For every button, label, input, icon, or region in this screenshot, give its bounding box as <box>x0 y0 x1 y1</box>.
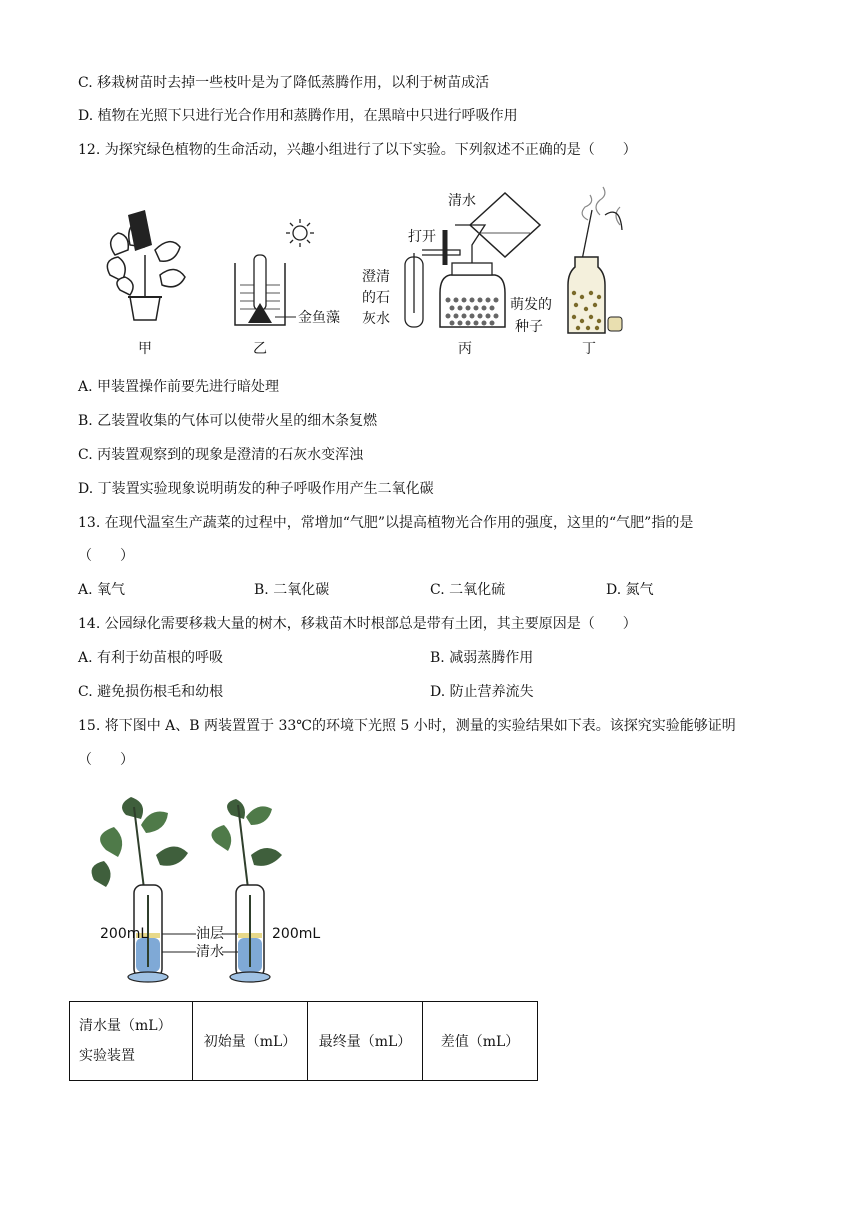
seed-bottle-icon <box>568 187 622 333</box>
label-limewater-3: 灰水 <box>362 311 390 327</box>
label-goldfish-weed: 金鱼藻 <box>298 310 340 326</box>
q13-option-b: B. 二氧化碳 <box>254 582 330 598</box>
q11-option-c: C. 移栽树苗时去掉一些枝叶是为了降低蒸腾作用，以利于树苗成活 <box>78 75 490 91</box>
q12-figure <box>100 185 640 365</box>
q11-option-d: D. 植物在光照下只进行光合作用和蒸腾作用，在黑暗中只进行呼吸作用 <box>78 108 518 124</box>
q13-option-a: A. 氧气 <box>78 582 126 598</box>
label-volume-left: 200mL <box>100 926 149 942</box>
label-jia: 甲 <box>138 341 152 357</box>
q12-stem: 12. 为探究绿色植物的生命活动，兴趣小组进行了以下实验。下列叙述不正确的是（ ） <box>78 142 637 158</box>
header-difference: 差值（mL） <box>423 1002 538 1081</box>
q14-option-c: C. 避免损伤根毛和幼根 <box>78 684 224 700</box>
label-water-layer: 清水 <box>196 944 224 960</box>
potted-plant-icon <box>107 210 185 320</box>
header-water-volume: 清水量（mL） <box>79 1018 172 1034</box>
q15-stem: 15. 将下图中 A、B 两装置置于 33℃的环境下光照 5 小时，测量的实验结果如下表。该探究实验能够证明 <box>78 718 736 734</box>
label-bing: 丙 <box>458 341 472 357</box>
label-limewater-1: 澄清 <box>362 269 390 285</box>
q14-stem: 14. 公园绿化需要移栽大量的树木，移栽苗木时根部总是带有土团，其主要原因是（ ） <box>78 616 637 632</box>
header-final: 最终量（mL） <box>308 1002 423 1081</box>
q15-figure <box>86 795 326 985</box>
q13-paren: （ ） <box>78 548 134 564</box>
label-water: 清水 <box>448 193 476 209</box>
label-ding: 丁 <box>582 341 596 357</box>
q14-option-a: A. 有利于幼苗根的呼吸 <box>78 650 224 666</box>
q13-stem: 13. 在现代温室生产蔬菜的过程中，常增加“气肥”以提高植物光合作用的强度，这里的“气肥”指的是 <box>78 515 694 531</box>
label-open: 打开 <box>408 229 436 245</box>
q15-paren: （ ） <box>78 752 134 768</box>
q13-option-d: D. 氮气 <box>606 582 654 598</box>
table-row <box>70 1002 538 1081</box>
header-device: 实验装置 <box>79 1048 135 1064</box>
label-oil-layer: 油层 <box>196 926 224 942</box>
q14-option-d: D. 防止营养流失 <box>430 684 534 700</box>
label-seed-1: 萌发的 <box>510 297 552 313</box>
q12-option-b: B. 乙装置收集的气体可以使带火星的细木条复燃 <box>78 413 378 429</box>
label-seed-2: 种子 <box>515 319 543 335</box>
q12-option-c: C. 丙装置观察到的现象是澄清的石灰水变浑浊 <box>78 447 364 463</box>
table-corner-header <box>70 1002 193 1081</box>
label-yi: 乙 <box>253 341 267 357</box>
sun-icon <box>286 219 314 247</box>
q12-option-a: A. 甲装置操作前要先进行暗处理 <box>78 379 280 395</box>
results-table <box>69 1001 538 1081</box>
beaker-with-weed-icon <box>235 255 296 325</box>
q13-option-c: C. 二氧化硫 <box>430 582 506 598</box>
header-initial: 初始量（mL） <box>193 1002 308 1081</box>
label-volume-right: 200mL <box>272 926 321 942</box>
q12-option-d: D. 丁装置实验现象说明萌发的种子呼吸作用产生二氧化碳 <box>78 481 434 497</box>
cylinder-with-branch-left-icon <box>92 797 188 982</box>
label-limewater-2: 的石 <box>362 290 390 306</box>
q14-option-b: B. 减弱蒸腾作用 <box>430 650 534 666</box>
